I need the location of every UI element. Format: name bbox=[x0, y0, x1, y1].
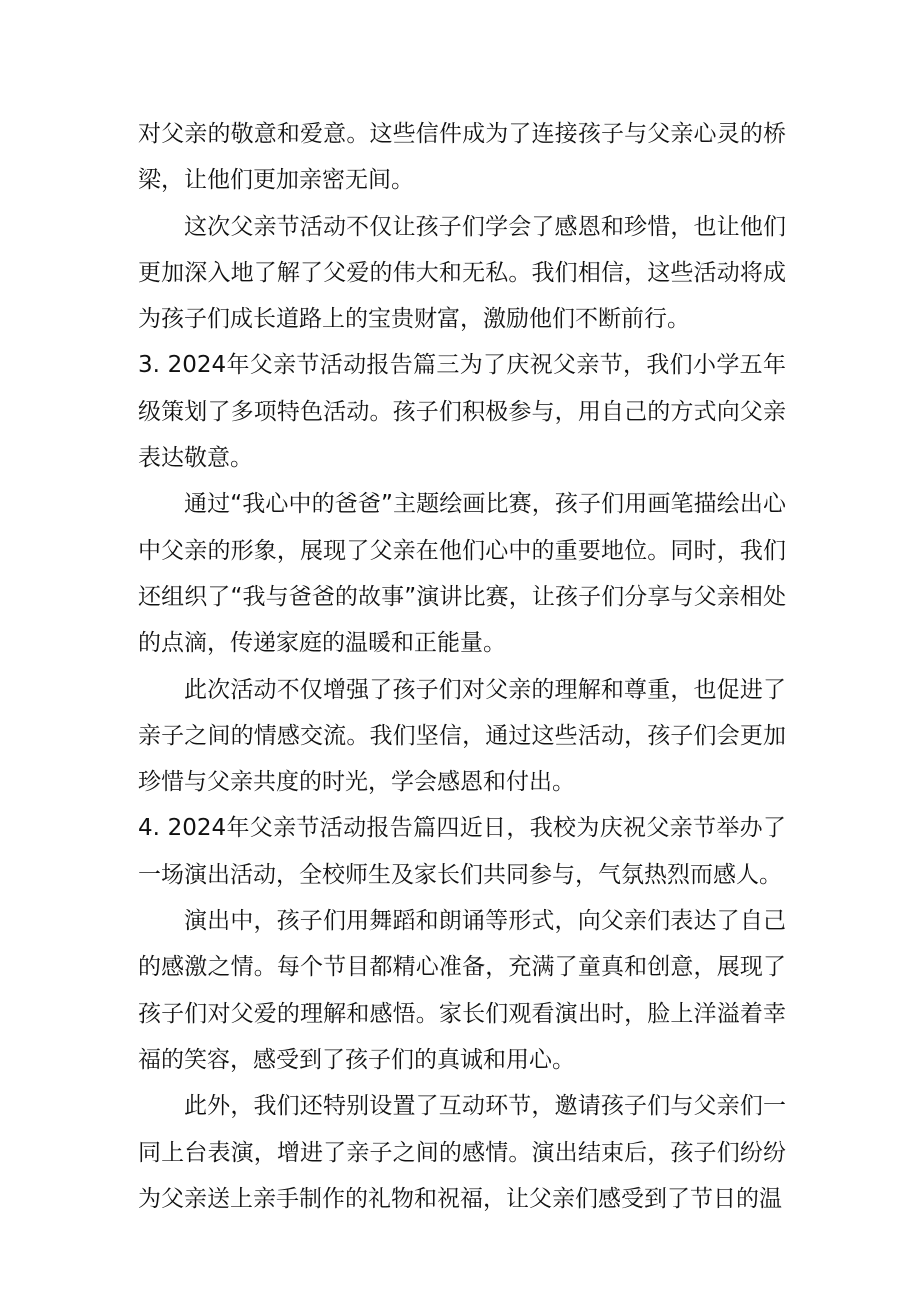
paragraph-7: 演出中，孩子们用舞蹈和朗诵等形式，向父亲们表达了自己的感激之情。每个节目都精心准备，充满了童真和创意，展现了孩子们对父爱的理解和感悟。家长们观看演出时，脸上洋溢着幸福的笑容，感受到了孩子们的真诚和用心。 bbox=[138, 908, 786, 1073]
paragraph-2: 这次父亲节活动不仅让孩子们学会了感恩和珍惜，也让他们更加深入地了解了父爱的伟大和无私。我们相信，这些活动将成为孩子们成长道路上的宝贵财富，激励他们不断前行。 bbox=[138, 213, 786, 333]
paragraph-4: 通过“我心中的爸爸”主题绘画比赛，孩子们用画笔描绘出心中父亲的形象，展现了父亲在他们心中的重要地位。同时，我们还组织了“我与爸爸的故事”演讲比赛，让孩子们分享与父亲相处的点滴，传递家庭的温暖和正能量。 bbox=[138, 491, 786, 657]
paragraph-3-section-heading: 3. 2024年父亲节活动报告篇三为了庆祝父亲节，我们小学五年级策划了多项特色活动。孩子们积极参与，用自己的方式向父亲表达敬意。 bbox=[138, 352, 786, 472]
document-page bbox=[138, 111, 786, 1222]
paragraph-1: 对父亲的敬意和爱意。这些信件成为了连接孩子与父亲心灵的桥梁，让他们更加亲密无间。 bbox=[138, 121, 786, 194]
paragraph-8: 此外，我们还特别设置了互动环节，邀请孩子们与父亲们一同上台表演，增进了亲子之间的感情。演出结束后，孩子们纷纷为父亲送上亲手制作的礼物和祝福，让父亲们感受到了节日的温 bbox=[138, 1093, 786, 1212]
paragraph-5: 此次活动不仅增强了孩子们对父亲的理解和尊重，也促进了亲子之间的情感交流。我们坚信，通过这些活动，孩子们会更加珍惜与父亲共度的时光，学会感恩和付出。 bbox=[138, 676, 786, 796]
paragraph-6-section-heading: 4. 2024年父亲节活动报告篇四近日，我校为庆祝父亲节举办了一场演出活动，全校师生及家长们共同参与，气氛热烈而感人。 bbox=[138, 815, 786, 888]
